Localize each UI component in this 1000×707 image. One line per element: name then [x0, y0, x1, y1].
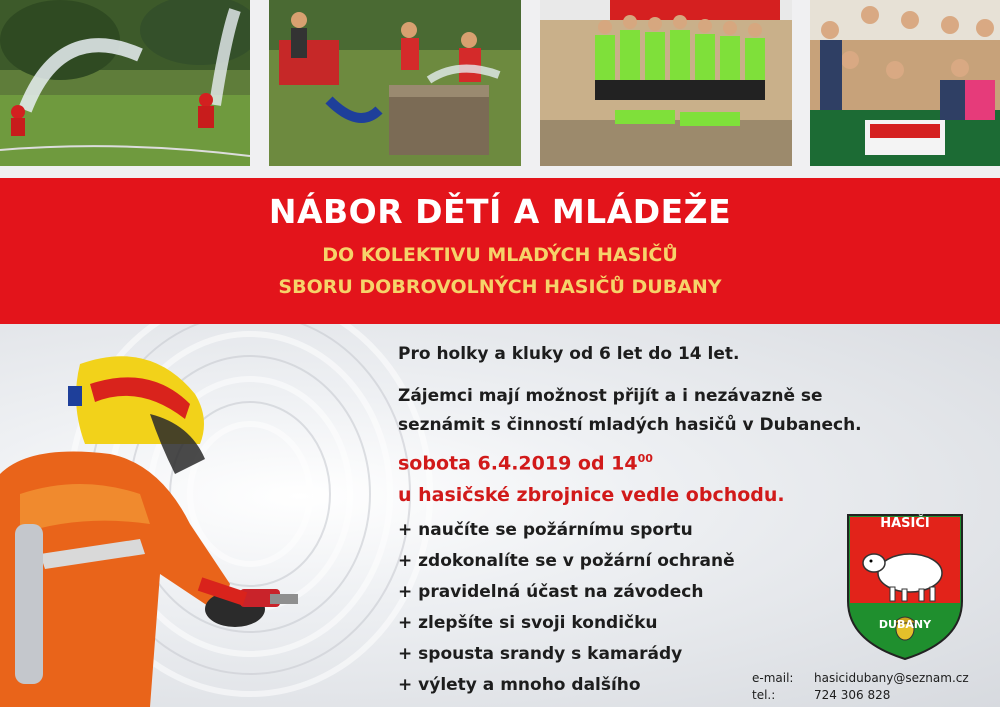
- phone-label: tel.:: [752, 688, 776, 702]
- photo-team-jerseys: [540, 0, 792, 166]
- event-time-minutes: 00: [637, 452, 653, 465]
- photo-strip: [0, 0, 1000, 178]
- intro-line-1: Zájemci mají možnost přijít a i nezávazně se: [398, 386, 823, 406]
- content-area: [0, 324, 1000, 707]
- subtitle-line-2: SBORU DOBROVOLNÝCH HASIČŮ DUBANY: [278, 276, 722, 298]
- hasici-dubany-emblem: [844, 511, 966, 663]
- email-label: e-mail:: [752, 671, 794, 685]
- event-date-text: sobota 6.4.2019 od 14: [398, 452, 638, 475]
- photo-party-cake: [810, 0, 1000, 166]
- firefighter-illustration: [0, 324, 300, 707]
- benefit-item: + spousta srandy s kamarády: [398, 644, 683, 664]
- emblem-bottom-text: DUBANY: [878, 618, 932, 631]
- phone-number[interactable]: 724 306 828: [814, 688, 891, 702]
- benefit-item: + výlety a mnoho dalšího: [398, 675, 641, 695]
- subtitle-line-1: DO KOLEKTIVU MLADÝCH HASIČŮ: [322, 244, 678, 266]
- benefit-item: + zdokonalíte se v požární ochraně: [398, 551, 735, 571]
- event-place: u hasičské zbrojnice vedle obchodu.: [398, 484, 785, 506]
- benefit-item: + zlepšíte si svoji kondičku: [398, 613, 658, 633]
- age-range-text: Pro holky a kluky od 6 let do 14 let.: [398, 344, 740, 364]
- benefit-item: + naučíte se požárnímu sportu: [398, 520, 693, 540]
- email-address[interactable]: hasicidubany@seznam.cz: [814, 671, 969, 685]
- intro-line-2: seznámit s činností mladých hasičů v Dubanech.: [398, 415, 862, 435]
- photo-pump-competition: [269, 0, 521, 166]
- header-banner: [0, 178, 1000, 324]
- page-title: NÁBOR DĚTÍ A MLÁDEŽE: [268, 192, 732, 231]
- emblem-top-text: HASIČI: [880, 516, 930, 531]
- benefit-item: + pravidelná účast na závodech: [398, 582, 704, 602]
- photo-water-spray: [0, 0, 250, 166]
- event-date: [398, 452, 653, 474]
